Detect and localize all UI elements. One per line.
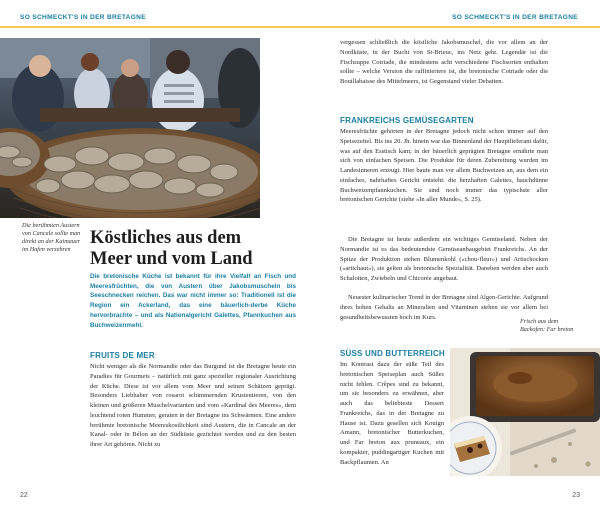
section-heading-gemuesegarten: FRANKREICHS GEMÜSEGARTEN xyxy=(340,116,474,125)
article-title xyxy=(90,228,295,270)
right-page xyxy=(300,0,600,512)
body-text-garden-2: Die Bretagne ist heute außerdem ein wichtiges Gemüseland. Neben der Normandie ist es das bedeutendste Gemüseanbaugebiet Frankreichs. An der Spitze der Produktion stehen Blumenkohl («chou-fleur») und Artischocken («artichaut»), sie gelten als bretonische Spezialität. Daneben werden aber auch Schalotten, Zwiebeln und Chicorée angebaut. xyxy=(340,236,548,282)
title-line-2: Meer und vom Land xyxy=(90,249,253,269)
running-head: SO SCHMECKT'S IN DER BRETAGNE xyxy=(452,14,578,21)
photo-caption: Die berühmten Austern von Cancale sollte man direkt an der Kaimauer im Hafen verzehren xyxy=(22,222,81,253)
running-head: SO SCHMECKT'S IN DER BRETAGNE xyxy=(20,14,146,21)
oyster-basket-photo xyxy=(0,38,260,218)
page-number: 22 xyxy=(20,492,28,499)
lead-paragraph: Die bretonische Küche ist bekannt für ihre Vielfalt an Fisch und Meeresfrüchten, die von Austern über Jakobsmuscheln bis Seeschnecken reichen. Das war nicht immer so: Traditionell ist die Region ein Ackerland, das eine bäuerlich-derbe Küche hervorbrachte – und als Nationalgericht Galettes, Pfannkuchen aus Buchweizenmehl. xyxy=(90,273,296,329)
header-rule xyxy=(0,26,300,28)
body-text: Nicht weniger als die Normandie oder das Burgund ist die Bretagne heute ein Paradies für Gourmets – natürlich mit ganz spezieller regionaler Ausrichtung der Küche. Diese ist vor allem vom Meer und seinen Schätzen geprägt. Besonders Liebhaber von rosarot schimmernden Krustentieren, von den kleinen und größeren Muschelvarianten und vom »Kardinal des Meeres«, dem leuchtend roten Hummer, geraten in der Bretagne ins Schwärmen. Eine andere berühmte bretonische Meereskostlichkeit sind Austern, die in Cancale an der Kanal- oder in Bélon an der Südküste gezüchtet werden und zu den besten ihrer Art gehören. Nicht zu xyxy=(90,363,296,448)
section-heading-suess: SÜSS UND BUTTERREICH xyxy=(340,349,445,358)
header-rule xyxy=(300,26,600,28)
page-number: 23 xyxy=(572,492,580,499)
title-line-1: Köstliches aus dem xyxy=(90,228,242,248)
photo-caption: Frisch aus dem Backofen: Far breton xyxy=(520,318,574,333)
body-text-sweet: Im Kontrast dazu der süße Teil des bretonischen Speiseplan auch Süßes nicht fehlen. Crêpes sind zu bekannt, um sie besonders zu erwähnen, aber auch das beliebteste Dessert Frankreichs, das in der Bretagne zu Hause ist. Dazu gesellen sich Kouign Amann, bretonischer Butterkuchen, und Far breton aux pruneaux, ein kompakter, puddingartiger Kuchen mit Backpflaumen. An xyxy=(340,361,444,466)
body-text-garden-3: Neuester kulinarischer Trend in der Bretagne sind Algen-Gerichte. Aufgrund ihres hohen Gehalts an Mineralien und Vitaminen stehen sie vor allem bei gesundheitsbewussten hoch im Kurs. xyxy=(340,294,548,321)
far-breton-photo xyxy=(450,348,600,476)
body-text-garden: Meeresfrüchte gehörten in der Bretagne jedoch nicht schon immer auf den Speisezettel. Bis ins 20. Jh. hinein war das Binnenland der Hauptlieferant dafür, was auf den Esstisch kam; in der bäuerlich geprägten Bretagne ernährte man sich von einfachen Speisen. Die Produkte für deren Zubereitung wurden im Landesinneren erzeugt. Hier baute man vor allem Buchweizen an, aus dem ein einfaches, nahrhaftes Gericht entsteht: die herzhaften Galettes, hauchdünne Buchweizenpfannkuchen. Sie sind noch immer das typischste aller bretonischen Gerichte (siehe »In aller Munde«, S. 25). xyxy=(340,128,548,204)
body-text-top: vergessen schließlich die köstliche Jakobsmuschel, die vor allem an der Nordküste, in der Bucht von St-Brieuc, ins Netz geht. Legendär ist die Fischsuppe Cotriade, die mindestens acht verschiedene Fischsorten enthalten sollte – welche Version die raffiniertere ist, die bretonische Cotriade oder die Bouillabaisse des Mittelmeers, ist Gegenstand vieler Debatten. xyxy=(340,39,548,85)
section-heading-fruits-de-mer: FRUITS DE MER xyxy=(90,351,155,360)
